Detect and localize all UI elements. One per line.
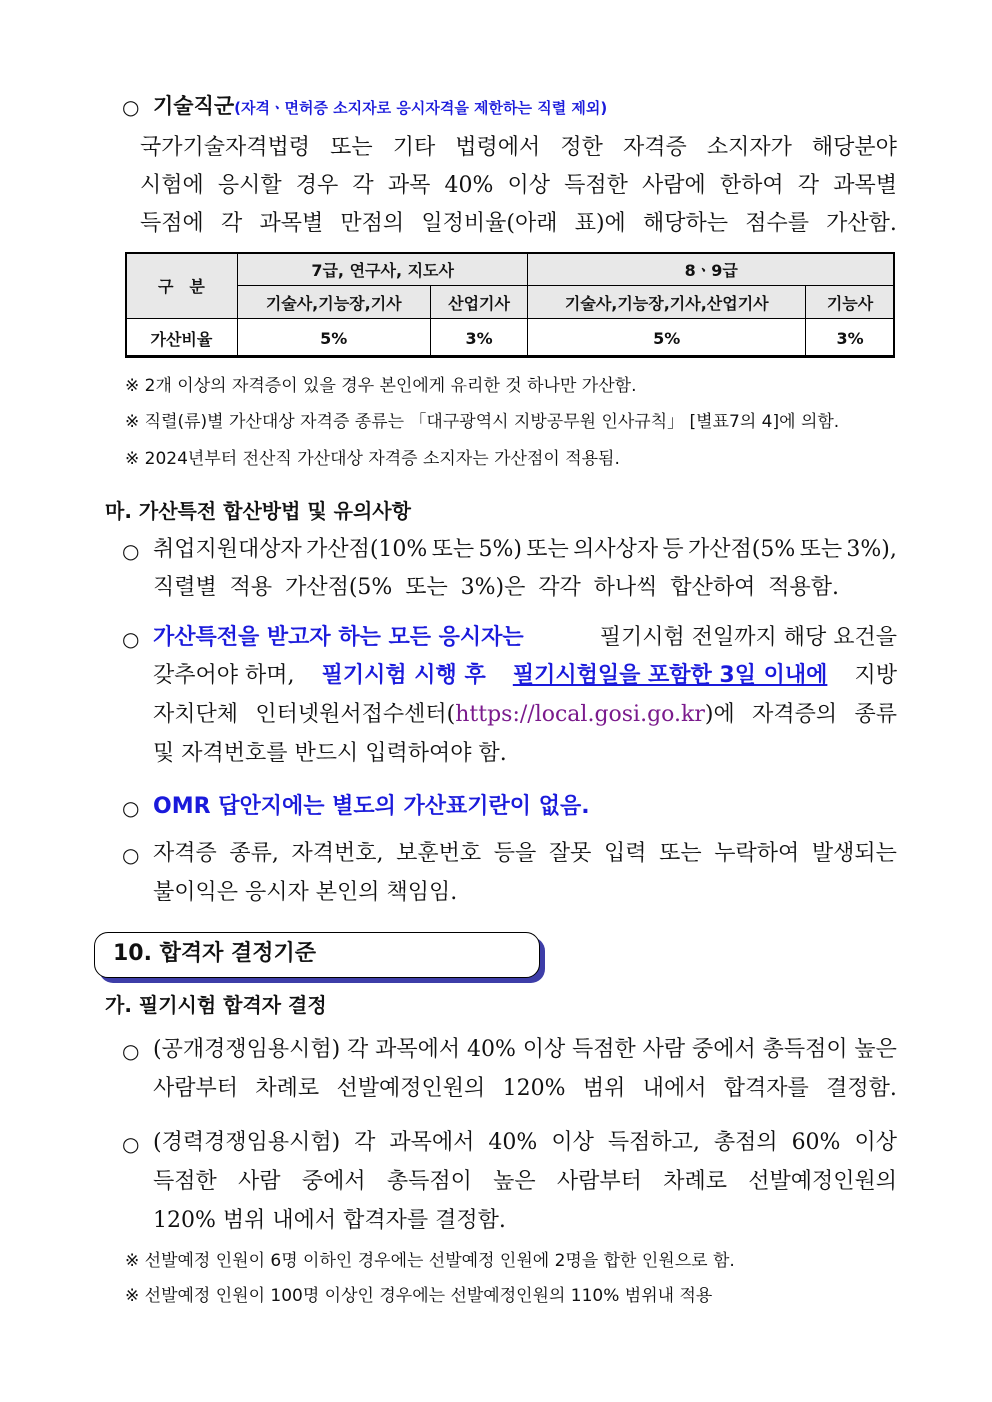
- word: 취업지원대상자: [153, 537, 302, 562]
- word: 등을: [493, 841, 537, 866]
- note-line: ※ 선발예정 인원이 100명 이상인 경우에는 선발예정인원의 110% 범위내 적용: [125, 1286, 713, 1306]
- bullet-circle: ○: [122, 1132, 140, 1156]
- word: 표)에: [574, 211, 626, 236]
- word: 또는: [330, 135, 373, 160]
- emphasis-underlined-text: 필기시험일을 포함한 3일 이내에: [512, 663, 828, 688]
- word: 3%)은: [460, 575, 526, 600]
- table-row-label: 가산비율: [126, 319, 238, 358]
- word: 과목별: [833, 173, 897, 198]
- word: 법령에서: [455, 135, 541, 160]
- table-col-label: 구 분: [126, 253, 238, 319]
- word: 득점에: [140, 211, 204, 236]
- word: 해당하는: [642, 211, 728, 236]
- word: 득점한: [572, 1037, 636, 1062]
- word: 가산점(5%: [688, 537, 796, 562]
- word: 기타: [392, 135, 436, 160]
- word: 직렬별: [153, 575, 217, 600]
- word: 각: [347, 1037, 369, 1062]
- bonus-ratio-table: [125, 252, 895, 358]
- word: 각: [220, 211, 243, 236]
- section-ma-title: 마. 가산특전 합산방법 및 유의사항: [105, 499, 411, 523]
- emphasis-text: 필기시험 시행 후: [321, 663, 486, 688]
- word: 가산점(10%: [306, 537, 428, 562]
- word: 등: [662, 537, 684, 562]
- word: 시험에: [140, 173, 204, 198]
- bullet-circle: ○: [122, 95, 140, 119]
- block1-title: 기술직군: [153, 94, 235, 118]
- word: 사람부터: [556, 1169, 642, 1194]
- s10-p1-line-1: [153, 1038, 897, 1062]
- ma-p4-line-2: 불이익은 응시자 본인의 책임임.: [153, 880, 458, 905]
- ma-p2-line-1: [153, 626, 897, 650]
- word: 40%: [488, 1130, 538, 1155]
- bullet-circle: ○: [122, 796, 140, 820]
- word: 일정비율(아래: [421, 211, 558, 236]
- word: 3%),: [846, 537, 897, 562]
- word: 점수를: [745, 211, 809, 236]
- word: 40%: [444, 173, 494, 198]
- note-line: ※ 선발예정 인원이 6명 이하인 경우에는 선발예정 인원에 2명을 합한 인원으로 함.: [125, 1251, 735, 1271]
- word: 과목: [387, 173, 431, 198]
- block1-line-2: [140, 174, 897, 198]
- word: 과목에서: [389, 1130, 475, 1155]
- text: 종류: [854, 702, 897, 727]
- table-sub-header: 기술사,기능장,기사,산업기사: [528, 286, 806, 319]
- word: 사람에: [642, 173, 706, 198]
- text: 필기시험 전일까지 해당 요건을: [599, 625, 897, 650]
- word: 입력: [603, 841, 647, 866]
- table-sub-header: 기능사: [806, 286, 895, 319]
- word: 각: [354, 1130, 376, 1155]
- word: 경우: [295, 173, 339, 198]
- ma-p2-line-4: 및 자격번호를 반드시 입력하여야 함.: [153, 741, 507, 766]
- word: 120%: [502, 1076, 566, 1101]
- note-line: ※ 2024년부터 전산직 가산대상 자격증 소지자는 가산점이 적용됨.: [125, 449, 620, 469]
- bullet-circle: ○: [122, 627, 140, 651]
- word: 가산함.: [826, 211, 897, 236]
- word: 누락하여: [714, 841, 800, 866]
- block1-line-1: [140, 136, 897, 160]
- word: 각각: [538, 575, 581, 600]
- s10-p1-line-2: [153, 1077, 897, 1101]
- s10-p2-line-3: 120% 범위 내에서 합격자를 결정함.: [153, 1208, 506, 1233]
- word: (경력경쟁임용시험): [153, 1130, 341, 1155]
- word: 득점하고,: [607, 1130, 700, 1155]
- ma-p4-line-1: [153, 842, 897, 866]
- word: 보훈번호: [396, 841, 482, 866]
- word: 중에서: [301, 1169, 366, 1194]
- omr-notice: OMR 답안지에는 별도의 가산표기란이 없음.: [153, 794, 590, 819]
- section-10-title: 10. 합격자 결정기준: [113, 941, 317, 966]
- word: 발생되는: [811, 841, 897, 866]
- word: 차례로: [663, 1169, 727, 1194]
- ma-p1-line-2: [153, 576, 839, 600]
- word: 선발예정인원의: [748, 1169, 897, 1194]
- word: 종류,: [229, 841, 279, 866]
- s10-p2-line-2: [153, 1170, 897, 1194]
- word: 또는: [799, 537, 843, 562]
- word: 높은: [493, 1169, 536, 1194]
- section-ga-title: 가. 필기시험 합격자 결정: [105, 993, 327, 1017]
- word: 자격번호,: [291, 841, 384, 866]
- word: 과목별: [259, 211, 324, 236]
- word: 중에서: [691, 1037, 756, 1062]
- word: 하나씩: [593, 575, 658, 600]
- word: 자격증: [153, 841, 217, 866]
- word: 각: [352, 173, 374, 198]
- word: 또는: [659, 841, 702, 866]
- ma-p1-line-1: [153, 538, 897, 562]
- text: 인터넷원서접수센터(https://local.gosi.go.kr)에: [255, 702, 735, 727]
- word: 정한: [560, 135, 603, 160]
- table-cell: 5%: [528, 319, 806, 358]
- word: 선발예정인원의: [336, 1076, 486, 1101]
- word: 사람: [238, 1169, 281, 1194]
- block1-line-3: [140, 212, 897, 236]
- table-group-header: 7급, 연구사, 지도사: [237, 253, 528, 286]
- word: 각: [797, 173, 820, 198]
- word: 범위: [582, 1076, 626, 1101]
- text: 지방: [854, 663, 897, 688]
- word: 사람: [642, 1037, 686, 1062]
- text: 갖추어야 하며,: [153, 663, 295, 688]
- word: 소지자가: [706, 135, 792, 160]
- bullet-circle: ○: [122, 843, 140, 867]
- note-line: ※ 2개 이상의 자격증이 있을 경우 본인에게 유리한 것 하나만 가산함.: [125, 376, 637, 396]
- word: 합격자를: [723, 1076, 809, 1101]
- word: 이상: [551, 1130, 594, 1155]
- word: 사람부터: [153, 1076, 239, 1101]
- word: 총점의: [713, 1130, 778, 1155]
- word: 득점한: [153, 1169, 217, 1194]
- text: 자격증의: [752, 702, 838, 727]
- gosi-url-link[interactable]: https://local.gosi.go.kr: [455, 702, 705, 727]
- word: 40%: [466, 1037, 516, 1062]
- word: 높은: [854, 1037, 897, 1062]
- word: 이상: [522, 1037, 566, 1062]
- s10-p2-line-1: [153, 1131, 897, 1155]
- word: 과목에서: [375, 1037, 461, 1062]
- table-sub-header: 산업기사: [430, 286, 528, 319]
- ma-p2-line-3: [153, 703, 897, 727]
- word: 득점한: [564, 173, 628, 198]
- word: 의사상자: [573, 537, 659, 562]
- word: 국가기술자격법령: [140, 135, 311, 160]
- word: 가산점(5%: [285, 575, 393, 600]
- word: 응시할: [217, 173, 282, 198]
- section-10-title-box: [94, 932, 540, 978]
- word: 5%): [478, 537, 522, 562]
- word: 자격증: [622, 135, 687, 160]
- word: 차례로: [255, 1076, 320, 1101]
- word: 결정함.: [826, 1076, 897, 1101]
- word: 60%: [791, 1130, 841, 1155]
- ma-p2-line-2: [153, 664, 897, 688]
- word: 만점의: [340, 211, 405, 236]
- text: 자치단체: [153, 702, 239, 727]
- word: 적용함.: [768, 575, 839, 600]
- bullet-circle: ○: [122, 1039, 140, 1063]
- word: 이상: [507, 173, 550, 198]
- word: 잘못: [548, 841, 592, 866]
- emphasis-text: 가산특전을 받고자 하는 모든 응시자는: [153, 625, 524, 650]
- word: 또는: [405, 575, 448, 600]
- word: 총득점이: [386, 1169, 472, 1194]
- table-cell: 3%: [430, 319, 528, 358]
- word: 총득점이: [762, 1037, 848, 1062]
- note-line: ※ 직렬(류)별 가산대상 자격증 종류는 「대구광역시 지방공무원 인사규칙」 [별표7의 4]에 의함.: [125, 412, 840, 432]
- table-group-header: 8ㆍ9급: [528, 253, 895, 286]
- bullet-circle: ○: [122, 539, 140, 563]
- word: 한하여: [719, 173, 784, 198]
- word: 합산하여: [670, 575, 756, 600]
- word: 해당분야: [811, 135, 897, 160]
- word: 또는: [431, 537, 475, 562]
- table-cell: 5%: [237, 319, 430, 358]
- block1-title-note: (자격ㆍ면허증 소지자로 응시자격을 제한하는 직렬 제외): [234, 99, 608, 117]
- word: 이상: [854, 1130, 897, 1155]
- table-sub-header: 기술사,기능장,기사: [237, 286, 430, 319]
- word: 내에서: [642, 1076, 707, 1101]
- word: 또는: [526, 537, 569, 562]
- block1-heading: [153, 94, 607, 120]
- word: (공개경쟁임용시험): [153, 1037, 341, 1062]
- table-cell: 3%: [806, 319, 895, 358]
- word: 적용: [229, 575, 273, 600]
